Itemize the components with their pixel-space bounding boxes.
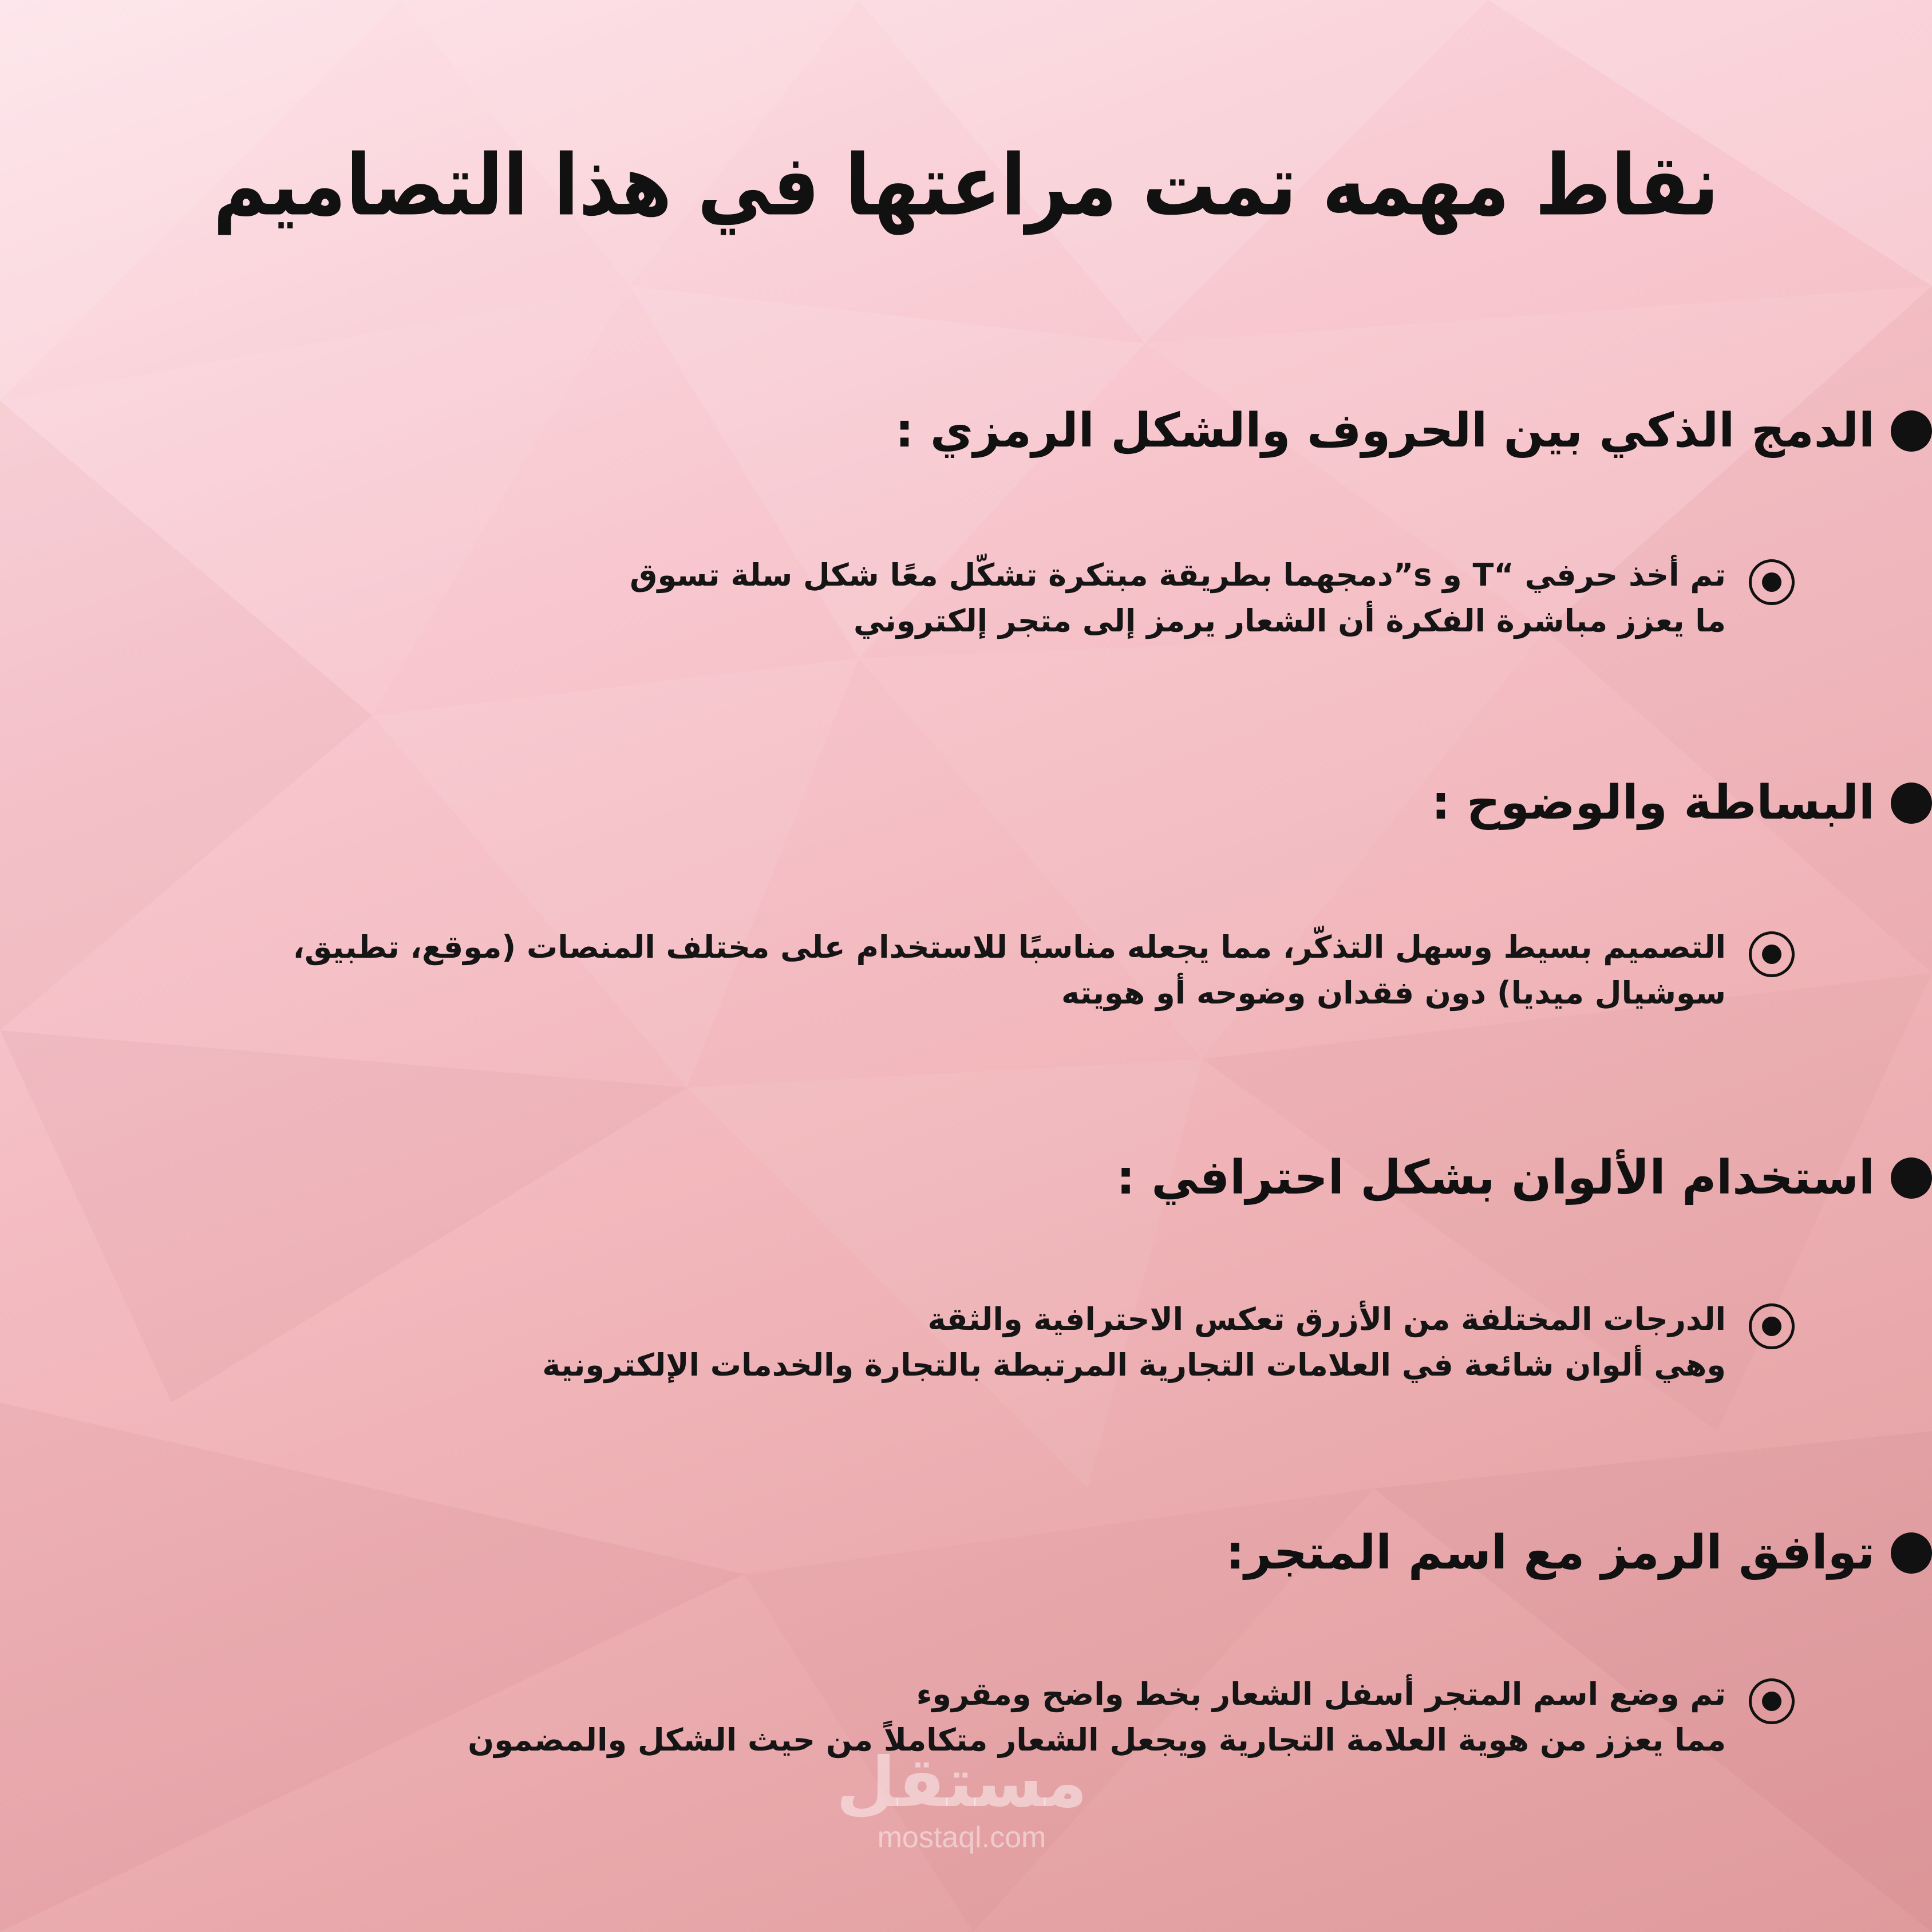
watermark-arabic: مستقل <box>836 1743 1088 1823</box>
page-title: نقاط مهمه تمت مراعتها في هذا التصاميم <box>213 136 1719 235</box>
point-line: الدرجات المختلفة من الأزرق تعكس الاحترافية والثقة <box>927 1301 1726 1337</box>
radio-button-icon <box>1749 1678 1795 1724</box>
point-line: التصميم بسيط وسهل التذكّر، مما يجعله مناسبًا للاستخدام على مختلف المنصات (موقع، تطبيق، <box>293 929 1726 965</box>
point-line: تم وضع اسم المتجر أسفل الشعار بخط واضح ومقروء <box>916 1676 1726 1712</box>
list-item <box>157 552 1932 644</box>
list-item <box>157 1297 1932 1388</box>
point-line: تم أخذ حرفي “T و s”دمجهما بطريقة مبتكرة تشكّل معًا شكل سلة تسوق <box>630 557 1726 593</box>
filled-circle-icon <box>1891 1532 1932 1574</box>
radio-button-icon <box>1749 931 1795 977</box>
radio-button-icon <box>1749 1303 1795 1349</box>
section-heading <box>123 776 1932 830</box>
section-heading <box>123 1526 1932 1580</box>
filled-circle-icon <box>1891 1157 1932 1199</box>
point-line: سوشيال ميديا) دون فقدان وضوحه أو هويته <box>1061 975 1726 1011</box>
section-heading-text: توافق الرمز مع اسم المتجر: <box>1226 1526 1875 1580</box>
point-line: وهي ألوان شائعة في العلامات التجارية المرتبطة بالتجارة والخدمات الإلكترونية <box>542 1347 1726 1383</box>
section-heading <box>123 404 1932 458</box>
watermark <box>824 1743 1099 1855</box>
section-heading-text: استخدام الألوان بشكل احترافي : <box>1116 1151 1875 1205</box>
section-heading-text: الدمج الذكي بين الحروف والشكل الرمزي : <box>895 404 1875 458</box>
point-line: ما يعزز مباشرة الفكرة أن الشعار يرمز إلى متجر إلكتروني <box>854 603 1726 639</box>
section-heading-text: البساطة والوضوح : <box>1431 776 1875 830</box>
watermark-latin: mostaql.com <box>877 1821 1046 1854</box>
filled-circle-icon <box>1891 783 1932 824</box>
point-line: مما يعزز من هوية العلامة التجارية ويجعل الشعار متكاملاً من حيث الشكل والمضمون <box>468 1722 1726 1758</box>
filled-circle-icon <box>1891 410 1932 452</box>
radio-button-icon <box>1749 559 1795 605</box>
list-item <box>157 924 1932 1016</box>
section-heading <box>123 1151 1932 1205</box>
